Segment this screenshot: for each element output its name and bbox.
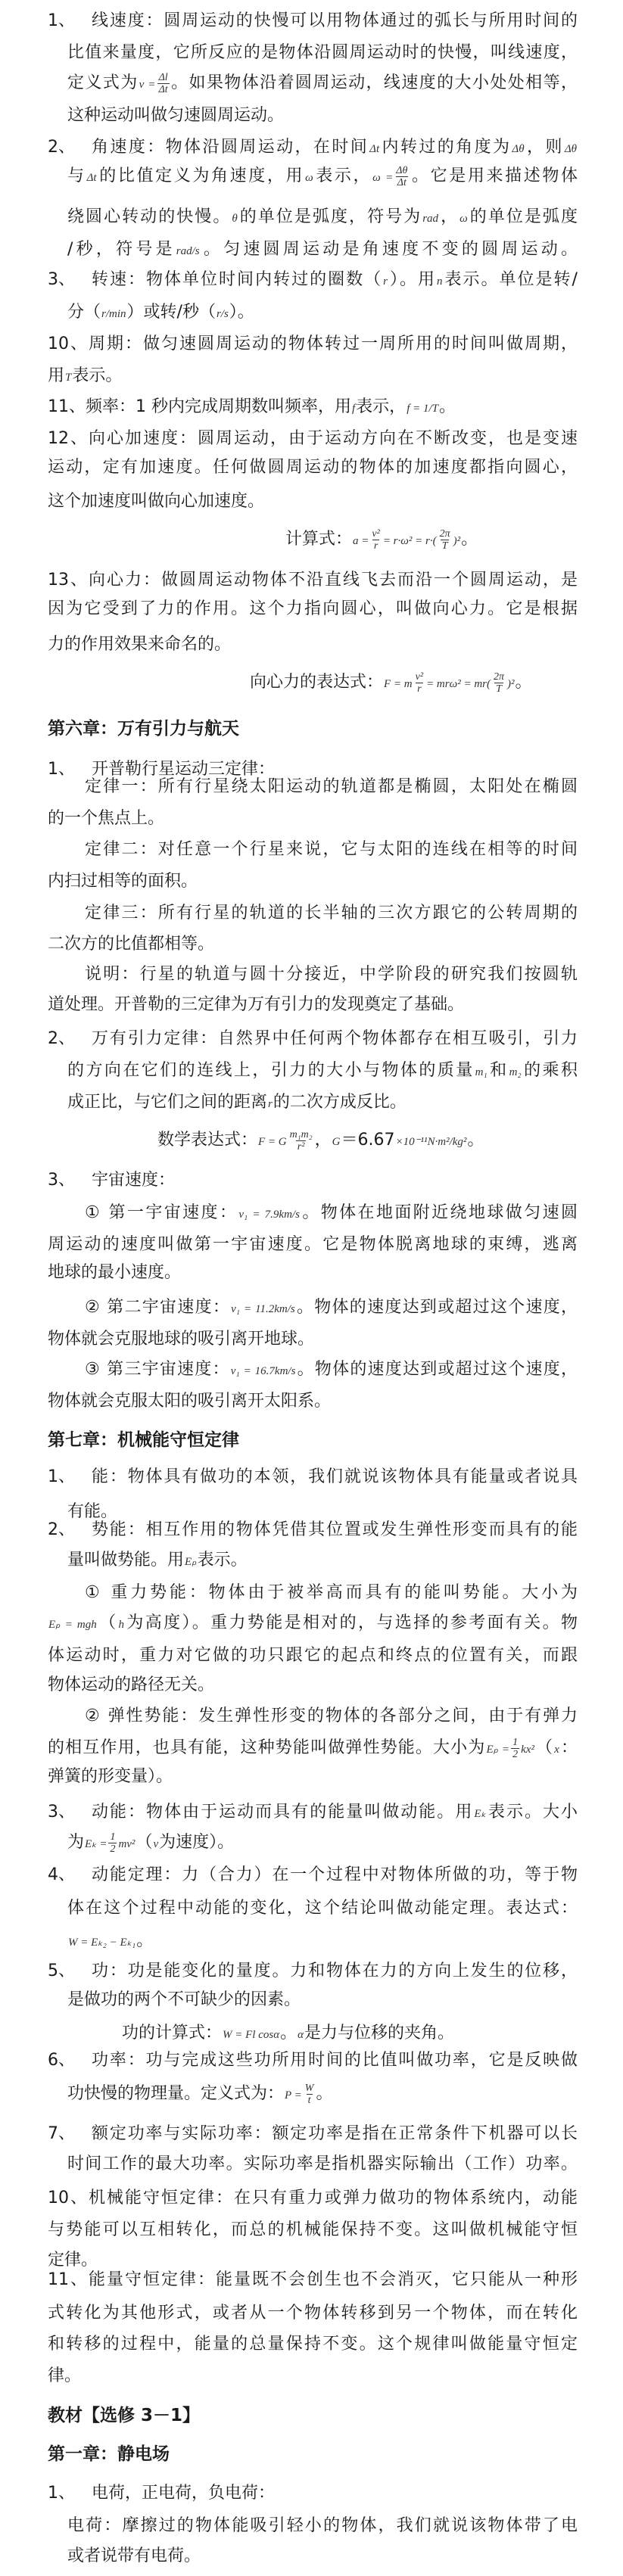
formula: )² [507, 678, 515, 690]
formula: T [65, 372, 72, 384]
text-segment: 。 [439, 397, 456, 416]
text-segment: 定律二：对任意一个行星来说，它与太阳的连线在相等的时间 [85, 840, 578, 859]
text-segment: 。匀速圆周运动是角速度不变的圆周运动。 [200, 240, 578, 259]
text-line [92, 2120, 578, 2148]
fraction-numerator: v² [372, 527, 380, 540]
formula: θ [232, 213, 238, 225]
text-segment: 成正比，与它们之间的距离 [67, 1093, 268, 1112]
text-segment: 势能：相互作用的物体凭借其位置或发生弹性形变而具有的能 [92, 1520, 578, 1539]
text-segment: /秒，符号是 [67, 240, 176, 259]
text-segment: ① 第一宇宙速度： [85, 1203, 238, 1222]
text-line [67, 1986, 301, 2014]
fraction-numerator: 2π [493, 670, 504, 683]
text-segment: 有能。 [67, 1502, 118, 1521]
text-segment: 定义式为 [67, 73, 139, 92]
text-line [48, 596, 578, 623]
text-segment: 转速：物体单位时间内转过的圈数（ [92, 270, 383, 289]
text-segment: 。 [316, 2084, 333, 2103]
section-heading: 第六章：万有引力与航天 [48, 719, 239, 739]
item-number: 3、 [48, 270, 75, 289]
formula: r/min [101, 308, 126, 320]
formula: )² [453, 535, 461, 547]
text-segment: 二次方的比值都相等。 [48, 935, 215, 954]
formula: Δθ [564, 143, 577, 155]
text-line [48, 631, 231, 658]
text-segment: 。 [461, 530, 478, 549]
text-segment: 是力与位移的夹角。 [304, 2024, 454, 2042]
text-segment: 地球的最小速度。 [48, 1263, 182, 1282]
text-segment: （ [97, 1613, 118, 1632]
text-segment: ② 第二宇宙速度： [85, 1298, 231, 1317]
text-segment: 。 [136, 1931, 154, 1950]
text-line [67, 204, 578, 231]
fraction [370, 528, 381, 552]
text-segment: ① 重力势能：物体由于被举高而具有的能叫势能。大小为 [85, 1583, 578, 1602]
formula: a = [353, 535, 369, 547]
text-segment: ）。 [229, 303, 254, 322]
formula: Δt [369, 143, 380, 155]
text-segment: 内转过的角度为 [380, 138, 512, 157]
text-segment: 的乘积 [522, 1061, 578, 1080]
text-line [48, 805, 164, 832]
text-segment: 体在这个过程中动能的变化，这个结论叫做动能定理。表达式： [67, 1899, 578, 1918]
formula: mv² [118, 1838, 136, 1850]
text-line [48, 868, 198, 895]
fraction-denominator: r [373, 540, 378, 552]
fraction-denominator: 2 [512, 1748, 519, 1760]
text-segment: 。物体的速度达到或超过这个速度， [295, 1298, 578, 1317]
fraction [394, 165, 409, 188]
fraction-numerator: Δθ [396, 164, 408, 176]
text-line [85, 773, 578, 801]
text-line [48, 567, 578, 594]
text-segment: 与势能可以互相转化，而总的机械能保持不变。这叫做机械能守恒 [48, 2220, 578, 2239]
text-segment: 功快慢的物理量。定义式为： [67, 2084, 285, 2103]
fraction-denominator: r [417, 683, 422, 695]
text-segment: 运动，定有加速度。任何做圆周运动的物体的加速度都指向圆心， [48, 458, 578, 477]
text-segment: ，则 [525, 138, 564, 157]
formula: Δθ [512, 143, 525, 155]
text-segment: ＝6.67 [341, 1131, 395, 1150]
text-segment: 的二次方成反比。 [273, 1093, 407, 1112]
text-segment: 。物体在地面附近绕地球做匀速圆 [300, 1203, 578, 1222]
text-line [67, 1057, 578, 1084]
section-heading: 教材【选修 3－1】 [48, 2406, 201, 2425]
text-segment: 表示。 [72, 366, 123, 385]
text-segment: 定律。 [48, 2251, 98, 2270]
fraction-denominator: t [307, 2094, 311, 2106]
item-number: 5、 [48, 1962, 75, 1980]
text-line [67, 2512, 578, 2540]
text-line [48, 2331, 578, 2358]
formula: F = G [258, 1136, 287, 1148]
fraction-numerator: m₁m₂ [289, 1128, 313, 1140]
formula: Eₚ = [486, 1744, 510, 1756]
formula: = mrω² = mr( [426, 678, 491, 690]
text-segment: 线速度：圆周运动的快慢可以用物体通过的弧长与所用时间的 [92, 11, 578, 30]
text-line [48, 362, 122, 390]
text-segment: 这种运动叫做匀速圆周运动。 [67, 106, 285, 125]
text-line [67, 236, 578, 263]
text-segment: ， [314, 1131, 332, 1150]
text-line [92, 1025, 578, 1053]
formula: f = 1/T [407, 403, 438, 415]
text-segment: 功：功是能变化的量度。力和物体在力的方向上发生的位移， [92, 1962, 578, 1980]
formula: v₁ = 11.2km/s [231, 1303, 295, 1315]
formula: ω [459, 213, 468, 225]
text-line [67, 70, 578, 97]
item-number: 4、 [48, 1865, 75, 1884]
text-segment: 与 [67, 166, 86, 185]
text-line [48, 1763, 173, 1790]
formula: v₁ = 7.9km/s [238, 1209, 300, 1221]
text-segment: 比值来量度，它所反应的是物体沿圆周运动时的快慢，叫线速度， [67, 43, 578, 62]
formula: m₁ [475, 1066, 487, 1078]
text-line [122, 2020, 454, 2047]
formula: f [352, 403, 356, 415]
text-segment: 。 [280, 2024, 297, 2042]
text-line [48, 2217, 578, 2244]
text-line [48, 931, 214, 958]
fraction [511, 1737, 519, 1760]
fraction-denominator: T [496, 683, 502, 695]
formula: ω = [372, 172, 394, 184]
text-line [67, 1547, 248, 1574]
text-line [48, 1259, 181, 1286]
text-line [92, 134, 578, 161]
text-segment: 量叫做势能。用 [67, 1551, 185, 1570]
text-segment: 这个加速度叫做向心加速度。 [48, 492, 265, 511]
formula: h [118, 1619, 124, 1631]
formula: Eₚ [185, 1556, 197, 1568]
text-segment: 数学表达式： [157, 1131, 258, 1150]
text-segment: ）或转/秒（ [126, 303, 216, 322]
fraction-numerator: 1 [110, 1831, 116, 1843]
item-number: 2、 [48, 138, 75, 157]
text-line [67, 1829, 234, 1856]
text-line [92, 2047, 578, 2074]
formula: Eₖ = [85, 1838, 107, 1850]
text-segment: ② 弹性势能：发生弹性形变的物体的各部分之间，由于有弹力 [85, 1706, 578, 1725]
text-segment: 物体就会克服地球的吸引离开地球。 [48, 1330, 315, 1349]
text-line [85, 900, 578, 927]
text-line [48, 2300, 578, 2327]
text-line [67, 2151, 578, 2178]
text-segment: 表示。 [197, 1551, 248, 1570]
text-line [85, 1703, 578, 1730]
text-segment: 体运动时，重力对它做的功只跟它的起点和终点的位置有关，而跟 [48, 1646, 578, 1665]
text-segment: 的比值定义为角速度，用 [97, 166, 305, 185]
text-line [67, 299, 254, 326]
fraction [157, 72, 170, 95]
text-line [48, 1388, 331, 1415]
text-line [250, 669, 532, 696]
text-segment: 表示。单位是转/ [443, 270, 578, 289]
text-segment: 或者说带有电荷。 [67, 2546, 201, 2565]
text-line [67, 102, 284, 129]
formula: ω [305, 172, 313, 184]
text-segment: 律。 [48, 2366, 82, 2385]
text-segment: （ [136, 1833, 153, 1852]
item-number: 1、 [48, 760, 75, 779]
text-segment: 10、机械能守恒定律：在只有重力或弹力做功的物体系统内，动能 [48, 2189, 578, 2207]
item-number: 7、 [48, 2124, 75, 2143]
text-segment: 分（ [67, 303, 101, 322]
text-segment: 。 [515, 673, 532, 692]
text-segment: 的单位是弧度，符号为 [238, 207, 422, 226]
text-segment: 。它是用来描述物体 [410, 166, 578, 185]
section-heading: 第一章：静电场 [48, 2444, 170, 2464]
text-segment: 12、向心加速度：圆周运动，由于运动方向在不断改变，也是变速 [48, 429, 578, 448]
text-line [92, 8, 578, 35]
text-segment: 因为它受到了力的作用。这个力指向圆心，叫做向心力。它是根据 [48, 599, 578, 618]
text-segment: 能：物体具有做功的本领，我们就说该物体具有能量或者说具 [92, 1467, 578, 1486]
text-segment: 表示， [356, 397, 407, 416]
text-line [67, 1895, 578, 1922]
text-line [92, 1958, 578, 1985]
fraction-numerator: 2π [439, 527, 450, 540]
text-segment: 为 [67, 1833, 85, 1852]
fraction-numerator: W [304, 2082, 314, 2094]
text-segment: 。物体的速度达到或超过这个速度， [296, 1360, 578, 1379]
text-line [48, 1672, 214, 1699]
text-segment: 的方向在它们的连线上，引力的大小与物体的质量 [67, 1061, 475, 1080]
text-line [48, 2266, 578, 2294]
text-segment: 定律一：所有行星绕太阳运动的轨道都是椭圆，太阳处在椭圆 [85, 777, 578, 796]
text-segment: 和转移的过程中，能量的总量保持不变。这个规律叫做能量守恒定 [48, 2335, 578, 2354]
formula: Eₚ = mgh [48, 1619, 97, 1631]
text-segment: 道处理。开普勒的三定律为万有引力的发现奠定了基础。 [48, 995, 465, 1014]
text-line [48, 2185, 578, 2212]
text-segment: 是做功的两个不可缺少的因素。 [67, 1990, 301, 2009]
text-segment: 绕圆心转动的快慢。 [67, 207, 232, 226]
formula: W = Eₖ₂ − Eₖ₁ [68, 1937, 136, 1949]
text-segment: 为高度）。重力势能是相对的，与选择的参考面有关。物 [125, 1613, 578, 1632]
fraction [414, 671, 425, 695]
text-segment: 宇宙速度： [92, 1171, 176, 1190]
text-segment: 时间工作的最大功率。实际功率是指机器实际输出（工作）功率。 [67, 2154, 578, 2173]
text-segment: 向心力的表达式： [250, 673, 384, 692]
formula: Δt [86, 172, 97, 184]
text-line [67, 1089, 407, 1116]
text-segment: 。 [467, 1131, 484, 1150]
formula: ×10⁻¹¹N·m²/kg² [395, 1136, 467, 1148]
text-segment: 电荷，正电荷，负电荷： [92, 2484, 276, 2503]
formula: r [383, 275, 388, 288]
text-line [85, 1294, 578, 1321]
fraction [108, 1831, 117, 1855]
text-line [67, 2543, 201, 2570]
text-segment: 弹簧的形变量）。 [48, 1767, 173, 1786]
text-segment: 的相互作用，也具有能，这种势能叫做弹性势能。大小为 [48, 1738, 486, 1757]
text-line [48, 425, 578, 453]
formula: = r·ω² = r·( [382, 535, 437, 547]
text-segment: 定律三：所有行星的轨道的长半轴的三次方跟它的公转周期的 [85, 904, 578, 922]
text-segment: 万有引力定律：自然界中任何两个物体都存在相互吸引，引力 [92, 1029, 578, 1048]
text-line [48, 1642, 578, 1669]
text-line [48, 331, 578, 358]
text-segment: 内扫过相等的面积。 [48, 872, 198, 891]
text-segment: 表示， [313, 166, 372, 185]
text-segment: 用 [48, 366, 65, 385]
text-line [92, 266, 578, 294]
formula: x [554, 1744, 559, 1756]
section-heading: 第七章：机械能守恒定律 [48, 1430, 239, 1450]
text-segment: 为速度）。 [159, 1833, 235, 1852]
text-segment: ： [559, 1738, 578, 1757]
fraction-denominator: Δt [158, 83, 168, 95]
item-number: 2、 [48, 1520, 75, 1539]
text-segment: 。如果物体沿着圆周运动，线速度的大小处处相等， [170, 73, 578, 92]
text-line [48, 394, 456, 421]
text-line [85, 1356, 578, 1383]
text-segment: 物体运动的路径无关。 [48, 1675, 215, 1694]
text-line [92, 1799, 578, 1826]
text-segment: 动能：物体由于运动而具有的能量叫做动能。用 [92, 1803, 474, 1822]
formula: rad [422, 213, 439, 225]
fraction [438, 528, 452, 552]
text-line [48, 1610, 578, 1637]
fraction [492, 671, 506, 695]
text-line [67, 2080, 332, 2108]
text-segment: 式转化为其他形式，或者从一个物体转移到另一个物体，而在转化 [48, 2304, 578, 2322]
formula: v [153, 1838, 159, 1850]
formula: Eₖ [474, 1808, 486, 1820]
item-number: 3、 [48, 1171, 75, 1190]
text-line [92, 1167, 175, 1194]
text-line [85, 1199, 578, 1227]
item-number: 1、 [48, 2484, 75, 2503]
text-line [67, 1927, 153, 1955]
text-line [48, 454, 578, 481]
formula: v = [139, 79, 156, 91]
text-line [48, 2363, 81, 2390]
fraction-numerator: Δl [158, 71, 168, 83]
formula: r [268, 1098, 273, 1110]
formula: F = m [384, 678, 413, 690]
formula: kx² [521, 1744, 534, 1756]
text-segment: ， [439, 207, 459, 226]
formula: rad/s [176, 245, 200, 257]
text-segment: 说明：行星的轨道与圆十分接近，中学阶段的研究我们按圆轨 [85, 965, 578, 984]
text-segment: 11、能量守恒定律：能量既不会创生也不会消灭，它只能从一种形 [48, 2270, 578, 2289]
fraction-denominator: T [441, 540, 448, 552]
text-line [85, 836, 578, 863]
text-line [48, 991, 464, 1019]
text-segment: 角速度：物体沿圆周运动，在时间 [92, 138, 369, 157]
fraction [288, 1129, 314, 1153]
item-number: 2、 [48, 1029, 75, 1048]
text-segment: 表示。大小 [486, 1803, 578, 1822]
text-segment: 10、周期：做匀速圆周运动的物体转过一周所用的时间叫做周期， [48, 334, 578, 353]
text-segment: ）。用 [388, 270, 436, 289]
text-line [285, 526, 478, 553]
formula: v₁ = 16.7km/s [230, 1365, 296, 1377]
text-segment: 功率：功与完成这些功所用时间的比值叫做功率，它是反映做 [92, 2051, 578, 2070]
text-line [48, 1734, 578, 1762]
formula: r/s [216, 308, 229, 320]
item-number: 1、 [48, 11, 75, 30]
text-line [92, 1862, 578, 1889]
formula: α [297, 2029, 304, 2041]
text-segment: 的单位是弧度 [468, 207, 578, 226]
text-segment: 功的计算式： [122, 2024, 223, 2042]
fraction-denominator: 2 [110, 1843, 116, 1855]
text-segment: 额定功率与实际功率：额定功率是指在正常条件下机器可以长 [92, 2124, 578, 2143]
fraction [304, 2083, 316, 2106]
formula: n [437, 275, 443, 288]
fraction-denominator: r² [297, 1140, 305, 1153]
text-line [92, 1464, 578, 1491]
text-segment: 电荷：摩擦过的物体能吸引轻小的物体，我们就说该物体带了电 [67, 2516, 578, 2535]
text-segment: 和 [487, 1061, 509, 1080]
text-line [48, 1231, 578, 1258]
text-segment: 动能定理：力（合力）在一个过程中对物体所做的功，等于物 [92, 1865, 578, 1884]
text-line [67, 39, 578, 67]
formula: m₂ [509, 1066, 522, 1078]
text-line [48, 1326, 314, 1353]
text-line [157, 1127, 484, 1154]
item-number: 1、 [48, 1467, 75, 1486]
text-segment: 物体就会克服太阳的吸引离开太阳系。 [48, 1392, 332, 1411]
text-segment: 力的作用效果来命名的。 [48, 635, 232, 654]
text-line [85, 1579, 578, 1607]
text-segment: 开普勒行星运动三定律： [92, 760, 276, 779]
formula: P = [285, 2089, 302, 2102]
text-line [85, 961, 578, 988]
item-number: 3、 [48, 1803, 75, 1822]
text-line [92, 1517, 578, 1544]
text-line [48, 488, 264, 515]
fraction-numerator: v² [415, 670, 424, 683]
item-number: 6、 [48, 2051, 75, 2070]
text-segment: 计算式： [285, 530, 353, 549]
text-segment: 的一个焦点上。 [48, 809, 165, 828]
text-line [67, 163, 578, 190]
text-segment: ③ 第三宇宙速度： [85, 1360, 230, 1379]
fraction-denominator: Δt [397, 176, 407, 188]
formula: G [332, 1136, 341, 1148]
text-segment: 11、频率：1 秒内完成周期数叫频率，用 [48, 397, 351, 416]
text-line [92, 2480, 275, 2507]
text-segment: （ [534, 1738, 554, 1757]
text-segment: 周运动的速度叫做第一宇宙速度。它是物体脱离地球的束缚，逃离 [48, 1235, 578, 1254]
formula: W = Fl cosα [223, 2029, 280, 2041]
text-segment: 13、向心力：做圆周运动物体不沿直线飞去而沿一个圆周运动，是 [48, 571, 578, 590]
fraction-numerator: 1 [512, 1736, 519, 1748]
